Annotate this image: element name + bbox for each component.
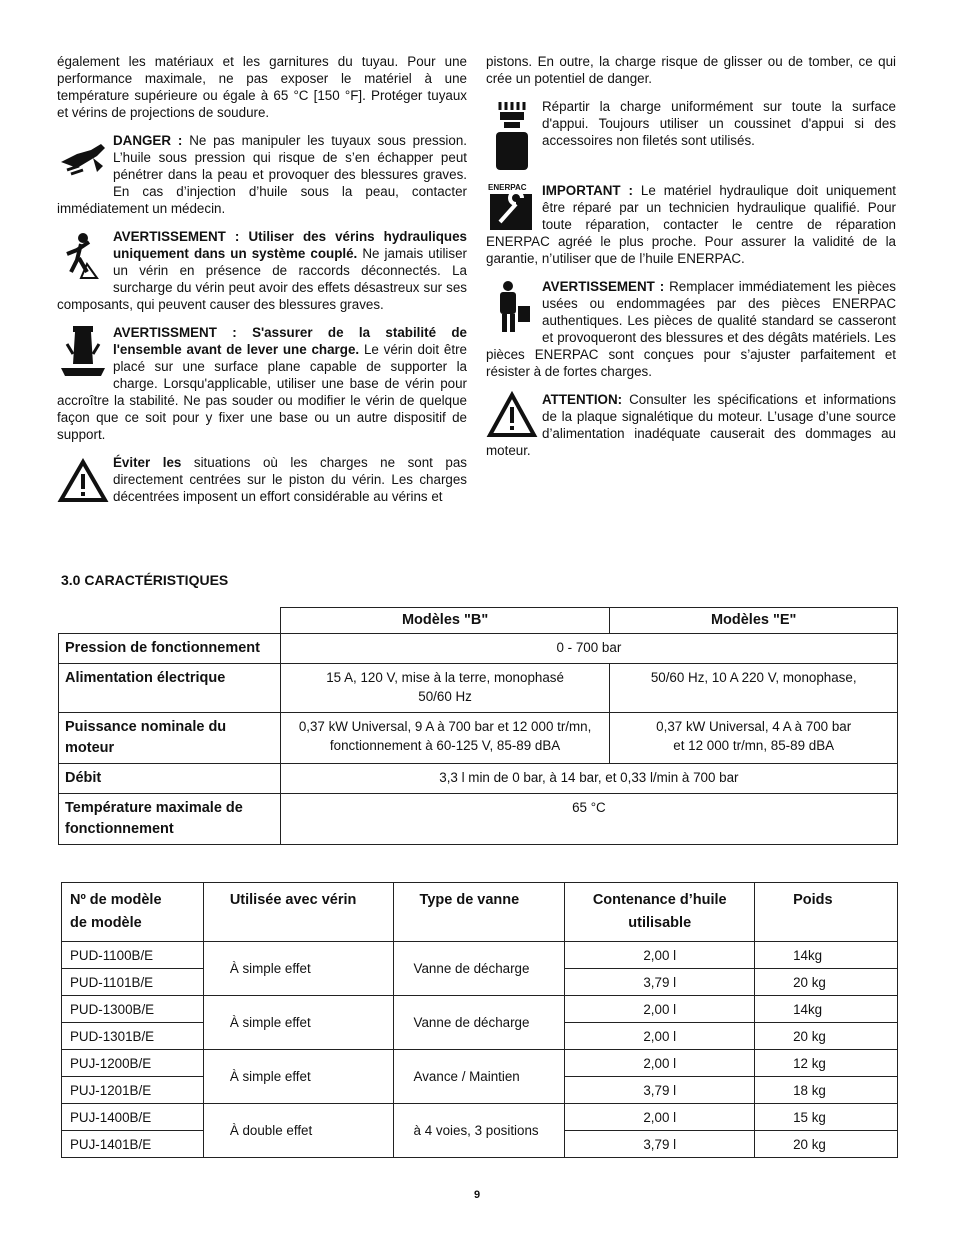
- weight: 20 kg: [755, 969, 898, 996]
- saddle-text: Répartir la charge uniformément sur toute la surface d'appui. Toujours utiliser un coussinet d'appui si des accessoires non filetés sont utilisés.: [542, 99, 896, 148]
- temp-label-line1: Température maximale de: [65, 800, 243, 816]
- spec-row-pressure: [59, 634, 898, 664]
- warning-coupled-text: Ne jamais utiliser un vérin en présence de raccords déconnectés. La surcharge du vérin peut avoir des effets désastreux sur ses composants, qui peuvent causer des blessures graves.: [57, 246, 467, 312]
- weight: 14kg: [755, 996, 898, 1023]
- model-number: PUJ-1400B/E: [62, 1104, 204, 1131]
- cylinder-type: À simple effet: [203, 942, 393, 996]
- temp-value: 65 °C: [280, 794, 897, 845]
- cylinder-type: À simple effet: [203, 1050, 393, 1104]
- motor-b-line2: fonctionnement à 60-125 V, 85-89 dBA: [329, 738, 561, 753]
- warning-coupled-paragraph: [57, 228, 467, 313]
- important-label: IMPORTANT :: [542, 183, 633, 198]
- model-table-body: [62, 942, 898, 1158]
- motor-b: [280, 713, 610, 764]
- spec-row-temp: [59, 794, 898, 845]
- danger-text: Ne pas manipuler les tuyaux sous pression. L’huile sous pression qui risque de s’en échapper peut pénétrer dans la peau et provoquer des blessures graves. En cas d’injection d’huile sous la peau, contacter immédiatement un médecin.: [57, 133, 467, 216]
- oil-capacity: 3,79 l: [565, 969, 755, 996]
- motor-label-line1: Puissance nominale du: [65, 719, 227, 735]
- oil-capacity: 2,00 l: [565, 996, 755, 1023]
- valve-type: Vanne de décharge: [393, 942, 565, 996]
- attention-label: ATTENTION:: [542, 392, 623, 407]
- weight: 14kg: [755, 942, 898, 969]
- attention-triangle-icon: [486, 391, 538, 441]
- model-table: [61, 882, 898, 1158]
- spec-header-b: Modèles "B": [280, 608, 610, 634]
- header-valve: Type de vanne: [393, 883, 565, 942]
- table-row: [62, 996, 898, 1023]
- temp-label: [59, 794, 281, 845]
- motor-e-line1: 0,37 kW Universal, 4 A à 700 bar: [656, 719, 852, 734]
- warning-stability-label: AVERTISSMENT : S'assurer de la stabilité de l'ensemble avant de lever une charge.: [113, 325, 467, 357]
- page-number: 9: [473, 1189, 481, 1201]
- flow-label: Débit: [59, 764, 281, 794]
- oil-capacity: 2,00 l: [565, 1050, 755, 1077]
- left-column: [57, 53, 467, 516]
- weight: 12 kg: [755, 1050, 898, 1077]
- avoid-paragraph: [57, 454, 467, 505]
- cylinder-type: À double effet: [203, 1104, 393, 1158]
- motor-e: [610, 713, 898, 764]
- power-e: 50/60 Hz, 10 A 220 V, monophase,: [610, 664, 898, 713]
- motor-e-line2: et 12 000 tr/mn, 85-89 dBA: [673, 738, 835, 753]
- oil-capacity: 3,79 l: [565, 1131, 755, 1158]
- header-cylinder: Utilisée avec vérin: [203, 883, 393, 942]
- pistons-paragraph: pistons. En outre, la charge risque de glisser ou de tomber, ce qui crée un potentiel de danger.: [486, 54, 896, 86]
- danger-paragraph: [57, 132, 467, 217]
- model-number: PUJ-1201B/E: [62, 1077, 204, 1104]
- spec-row-flow: [59, 764, 898, 794]
- power-b-line2: 50/60 Hz: [418, 689, 472, 704]
- warning-stability-paragraph: [57, 324, 467, 443]
- enerpac-logo-text: ENERPAC: [488, 183, 527, 192]
- spec-row-power: [59, 664, 898, 713]
- valve-type: Avance / Maintien: [393, 1050, 565, 1104]
- warning-parts-label: AVERTISSEMENT :: [542, 279, 665, 294]
- oil-capacity: 2,00 l: [565, 1104, 755, 1131]
- spec-header-empty: [59, 608, 281, 634]
- power-label: Alimentation électrique: [59, 664, 281, 713]
- valve-type: à 4 voies, 3 positions: [393, 1104, 565, 1158]
- section-title: 3.0 CARACTÉRISTIQUES: [61, 572, 229, 588]
- header-model-line2: de modèle: [70, 915, 142, 931]
- table-row: [62, 1104, 898, 1131]
- model-number: PUD-1101B/E: [62, 969, 204, 996]
- important-text: Le matériel hydraulique doit uniquement être réparé par un technicien hydraulique qualifié. Pour toute réparation, contacter le centre de réparation ENERPAC agréé le plus proche. Pour assurer la validité de la garantie, n’utiliser que de l’huile ENERPAC.: [486, 183, 896, 266]
- warning-coupled-label: AVERTISSEMENT : Utiliser des vérins hydrauliques uniquement dans un système couplé.: [113, 229, 467, 261]
- header-model-line1: Nº de modèle: [70, 892, 162, 908]
- oil-capacity: 3,79 l: [565, 1077, 755, 1104]
- warning-parts-paragraph: [486, 278, 896, 380]
- avoid-label: Éviter les: [113, 455, 182, 470]
- model-number: PUJ-1200B/E: [62, 1050, 204, 1077]
- warning-triangle-icon: [57, 454, 109, 514]
- spec-header-e: Modèles "E": [610, 608, 898, 634]
- model-number: PUD-1300B/E: [62, 996, 204, 1023]
- flow-value: 3,3 l min de 0 bar, à 14 bar, et 0,33 l/min à 700 bar: [280, 764, 897, 794]
- pressure-label: Pression de fonctionnement: [59, 634, 281, 664]
- motor-label-line2: moteur: [65, 740, 115, 756]
- spec-table: [58, 607, 898, 845]
- power-b: [280, 664, 610, 713]
- oil-capacity: 2,00 l: [565, 1023, 755, 1050]
- person-parts-icon: [486, 278, 538, 338]
- warning-parts-text: Remplacer immédiatement les pièces usées ou endommagées par des pièces ENERPAC authentiques. Les pièces de qualité standard se casseront et provoqueront des blessures et des dégâts matériels. Les pièces ENERPAC sont conçues pour s’ajuster parfaitement et résister à de fortes charges.: [486, 279, 896, 379]
- warning-stability-text: Le vérin doit être placé sur une surface plane capable de supporter la charge. Lorsqu'applicable, utiliser une base de vérin pour accroître la stabilité. Ne pas souder ou modifier le vérin de quelque façon que ce soit pour y fixer une base ou un autre dispositif de support.: [57, 342, 467, 442]
- attention-paragraph: [486, 391, 896, 459]
- spec-row-motor: [59, 713, 898, 764]
- weight: 18 kg: [755, 1077, 898, 1104]
- motor-label: [59, 713, 281, 764]
- danger-label: DANGER :: [113, 133, 183, 148]
- unstable-cylinder-icon: [57, 324, 109, 384]
- enerpac-wrench-icon: [486, 182, 538, 232]
- spec-header-row: [59, 608, 898, 634]
- header-oil-line1: Contenance d’huile: [592, 892, 727, 908]
- header-oil-line2: utilisable: [628, 915, 692, 931]
- header-oil: [565, 883, 755, 942]
- important-paragraph: [486, 182, 896, 267]
- weight: 20 kg: [755, 1023, 898, 1050]
- header-weight: Poids: [755, 883, 898, 942]
- weight: 15 kg: [755, 1104, 898, 1131]
- hand-injection-icon: [57, 132, 109, 192]
- weight: 20 kg: [755, 1131, 898, 1158]
- model-number: PUD-1301B/E: [62, 1023, 204, 1050]
- avoid-text: situations où les charges ne sont pas directement centrées sur le piston du vérin. Les charges décentrées imposent un effort considérable au vérins et: [113, 455, 467, 504]
- intro-paragraph: également les matériaux et les garnitures du tuyau. Pour une performance maximale, ne pas exposer le matériel à une température supérieure ou égale à 65 °C [150 °F]. Protéger tuyaux et vérins de projections de soudure.: [57, 54, 467, 120]
- table-row: [62, 942, 898, 969]
- model-number: PUJ-1401B/E: [62, 1131, 204, 1158]
- saddle-paragraph: [486, 98, 896, 168]
- person-cylinder-icon: [57, 228, 109, 288]
- motor-b-line1: 0,37 kW Universal, 9 A à 700 bar et 12 000 tr/mn,: [298, 719, 592, 734]
- attention-text: Consulter les spécifications et informations de la plaque signalétique du moteur. L’usage d’une source d’alimentation inadéquate causerait des dommages au moteur.: [486, 392, 896, 458]
- model-header-row: [62, 883, 898, 942]
- valve-type: Vanne de décharge: [393, 996, 565, 1050]
- model-number: PUD-1100B/E: [62, 942, 204, 969]
- header-model: [62, 883, 204, 942]
- pressure-value: 0 - 700 bar: [280, 634, 897, 664]
- table-row: [62, 1050, 898, 1077]
- cylinder-saddle-icon: [486, 98, 538, 172]
- right-column: [486, 53, 896, 470]
- cylinder-type: À simple effet: [203, 996, 393, 1050]
- power-b-line1: 15 A, 120 V, mise à la terre, monophasé: [326, 670, 564, 685]
- oil-capacity: 2,00 l: [565, 942, 755, 969]
- temp-label-line2: fonctionnement: [65, 821, 174, 837]
